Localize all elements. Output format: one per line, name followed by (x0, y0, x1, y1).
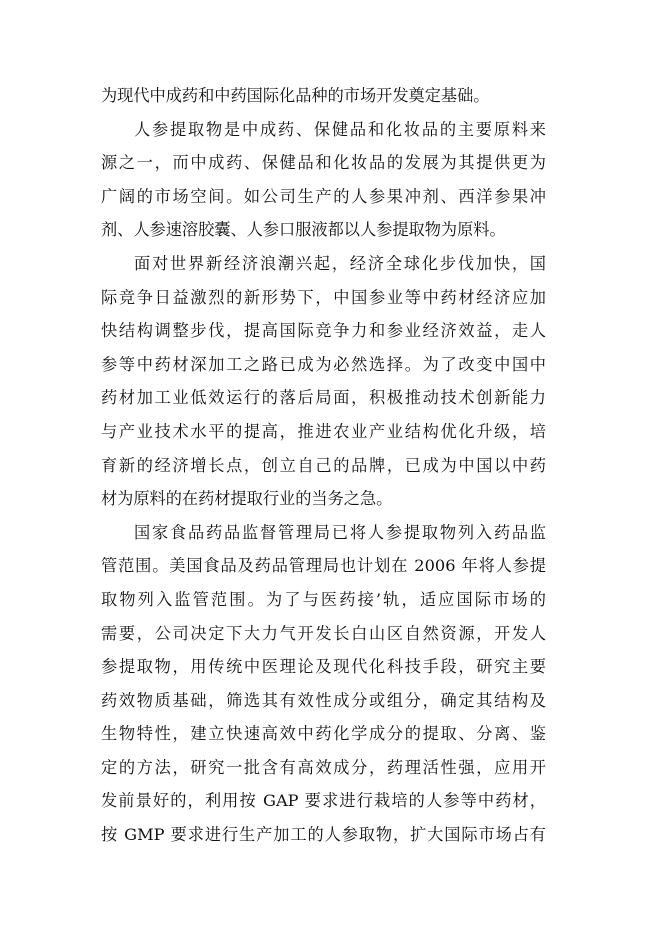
text-line: 药效物质基础，筛选其有效性成分或组分，确定其结构及 (101, 690, 546, 710)
text-line: 材为原料的在药材提取行业的当务之急。 (101, 489, 393, 509)
text-line: 按 GMP 要求进行生产加工的人参取物，扩大国际市场占有 (101, 825, 546, 845)
paragraph (101, 79, 546, 113)
text-line: 人参提取物是中成药、保健品和化妆品的主要原料来 (134, 119, 546, 139)
text-line: 剂、人参速溶胶囊、人参口服液都以人参提取物为原料。 (101, 220, 506, 240)
text-line: 广阔的市场空间。如公司生产的人参果冲剂、西洋参果冲 (101, 186, 546, 206)
text-line: 面对世界新经济浪潮兴起，经济全球化步伐加快，国 (134, 253, 546, 273)
text-line: 育新的经济增长点，创立自己的品牌，已成为中国以中药 (101, 455, 546, 475)
document-body (101, 79, 546, 852)
text-line: 快结构调整步伐，提高国际竞争力和参业经济效益，走人 (101, 321, 546, 341)
text-line: 定的方法，研究一批含有高效成分，药理活性强，应用开 (101, 757, 546, 777)
text-line: 际竞争日益激烈的新形势下，中国参业等中药材经济应加 (101, 287, 546, 307)
text-line: 源之一，而中成药、保健品和化妆品的发展为其提供更为 (101, 153, 546, 173)
text-line: 需要，公司决定下大力气开发长白山区自然资源，开发人 (101, 623, 546, 643)
text-line: 发前景好的，利用按 GAP 要求进行栽培的人参等中药材， (101, 791, 546, 811)
text-line: 为现代中成药和中药国际化品种的市场开发奠定基础。 (101, 86, 490, 105)
text-line: 参提取物，用传统中医理论及现代化科技手段，研究主要 (101, 657, 546, 677)
text-line: 与产业技术水平的提高，推进农业产业结构优化升级，培 (101, 421, 546, 441)
text-line: 药材加工业低效运行的落后局面，积极推动技术创新能力 (101, 388, 546, 408)
paragraph (101, 247, 546, 516)
paragraph (101, 516, 546, 852)
text-line: 取物列入监管范围。为了与医药接’轨，适应国际市场的 (101, 589, 546, 609)
text-line: 国家食品药品监督管理局已将人参提取物列入药品监 (134, 522, 546, 542)
paragraph (101, 113, 546, 247)
text-line: 管范围。美国食品及药品管理局也计划在 2006 年将人参提 (101, 556, 546, 576)
text-line: 生物特性，建立快速高效中药化学成分的提取、分离、鉴 (101, 724, 546, 744)
text-line: 参等中药材深加工之路已成为必然选择。为了改变中国中 (101, 354, 546, 374)
